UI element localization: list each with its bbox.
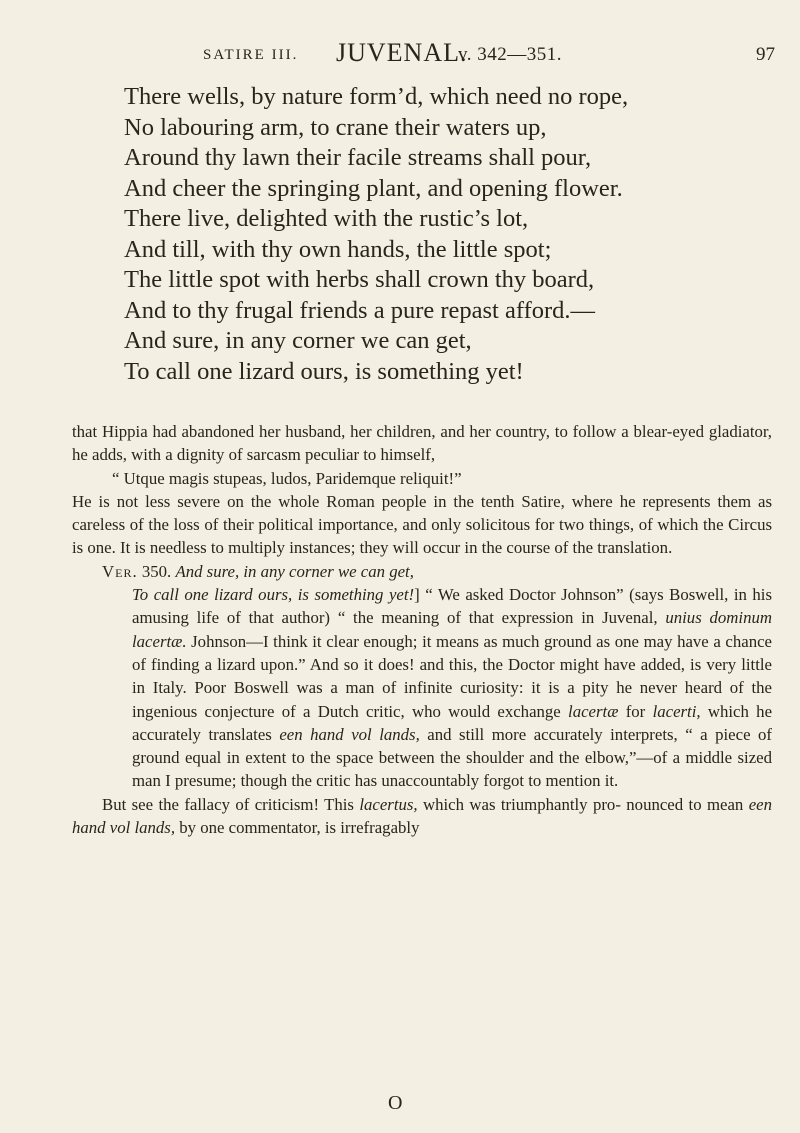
- verse-line: And till, with thy own hands, the little spot;: [124, 235, 552, 263]
- header-satire: SATIRE III.: [203, 47, 299, 63]
- commentary-text: by one commentator, is irrefragably: [179, 818, 420, 838]
- dutch-phrase: een hand vol lands,: [279, 724, 420, 744]
- latin-word: lacertus,: [359, 794, 418, 814]
- verse-line: There wells, by nature form’d, which need no rope,: [124, 83, 629, 110]
- latin-word: lacerti,: [652, 701, 701, 721]
- header-verse-range: v. 342—351.: [458, 44, 563, 65]
- running-header: [0, 38, 800, 68]
- commentary-text: which was triumphantly pro- nounced to mean: [423, 794, 744, 814]
- latin-phrase: unius dominum lacertæ.: [132, 608, 772, 651]
- latin-word: lacertæ: [568, 701, 619, 721]
- verse-line: And to thy frugal friends a pure repast afford.—: [124, 296, 596, 324]
- commentary-text: ] “ We asked Doctor Johnson” (says Boswell, in his amusing life of that author) “ the meaning of that expression in Juvenal,: [132, 585, 772, 628]
- commentary-block: [72, 420, 772, 839]
- commentary-text: Johnson—I think it clear enough; it means as much ground as one may have a chance of finding a lizard upon.” And so it does! and this, the Doctor might have added, is very little in Italy. Poor Boswell was a man of infinite curiosity: it is a pity he never heard of the ingenious conjecture of a Dutch critic, who would exchange: [132, 631, 772, 721]
- page-number: 97: [756, 44, 775, 65]
- header-title: JUVENAL.: [336, 38, 468, 67]
- commentary-paragraph: [72, 793, 772, 840]
- verse-line: No labouring arm, to crane their waters up,: [124, 113, 547, 141]
- dutch-phrase: een hand vol lands,: [72, 794, 772, 838]
- verse-line: Around thy lawn their facile streams shall pour,: [124, 144, 592, 171]
- verse-line: And cheer the springing plant, and opening flower.: [124, 174, 623, 202]
- commentary-text: which he accurately translates: [132, 701, 773, 744]
- verse-citation: To call one lizard ours, is something yet!: [132, 585, 415, 605]
- signature-mark: O: [388, 1092, 403, 1114]
- verse-block: [124, 82, 784, 387]
- commentary-paragraph: that Hippia had abandoned her husband, her children, and her country, to follow a blear-eyed gladiator, he adds, with a dignity of sarcasm peculiar to himself,: [72, 422, 772, 465]
- commentary-text: But see the fallacy of criticism! This: [102, 794, 354, 814]
- verse-citation: And sure, in any corner we can get,: [175, 561, 414, 581]
- commentary-paragraph: He is not less severe on the whole Roman people in the tenth Satire, where he represents them as careless of the loss of their political importance, and only solicitous for two things, of which the Circus is one. It is needless to multiply instances; they will occur in the course of the translation.: [72, 491, 772, 558]
- commentary-text: for: [625, 701, 646, 721]
- verse-line: There live, delighted with the rustic’s lot,: [124, 205, 529, 232]
- verse-line: The little spot with herbs shall crown thy board,: [124, 266, 595, 293]
- commentary-text: and still more accurately interprets, “ a piece of ground equal in extent to the space between the shoulder and the elbow,”—of a middle sized man I presume; though the critic has unaccountably forgot to mention it.: [132, 724, 773, 791]
- verse-note: [72, 560, 772, 583]
- verse-label: Ver.: [102, 561, 138, 581]
- latin-quotation: “ Utque magis stupeas, ludos, Paridemque reliquit!”: [112, 468, 462, 488]
- verse-number: 350.: [141, 561, 172, 581]
- verse-note-continued: [72, 583, 772, 793]
- verse-line: To call one lizard ours, is something yet!: [124, 357, 524, 385]
- verse-line: And sure, in any corner we can get,: [124, 327, 472, 354]
